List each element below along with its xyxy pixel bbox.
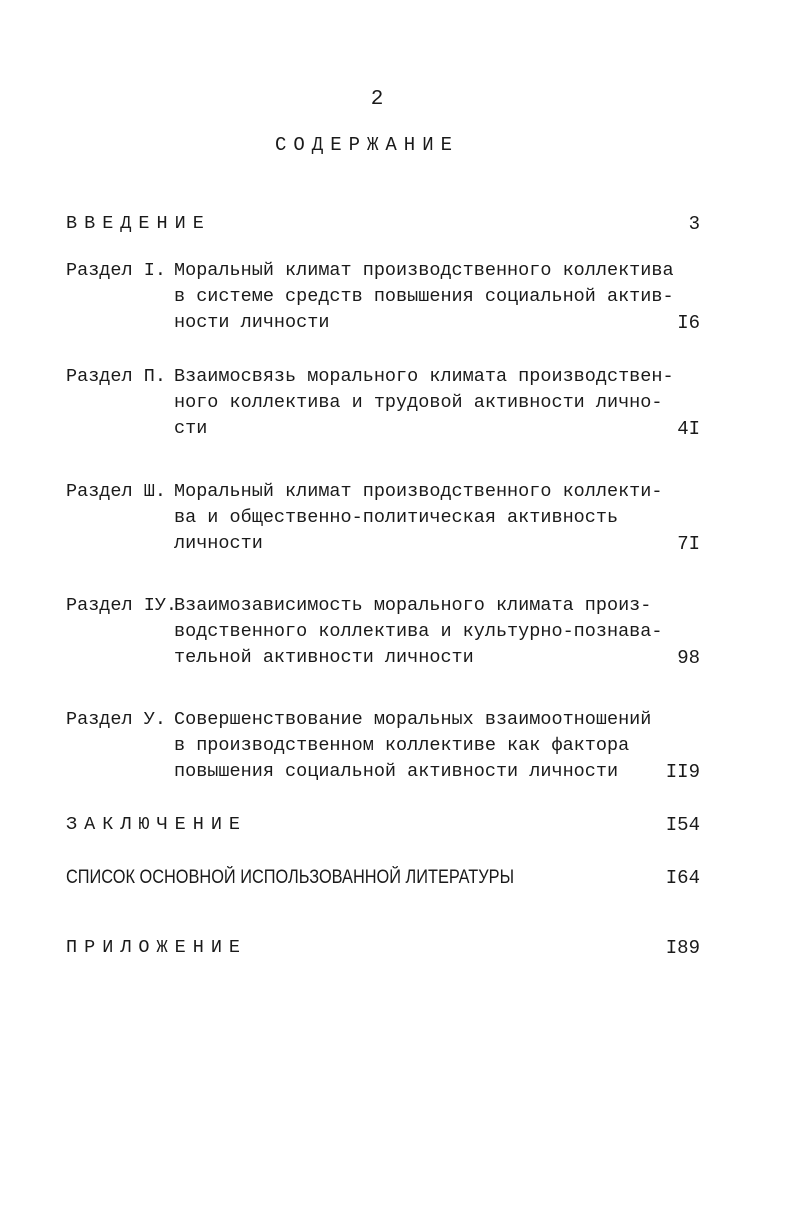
toc-entry-section-3 [66,479,700,559]
section-page: 98 [677,647,700,669]
section-title-line: Взаимосвязь морального климата производствен- [174,366,674,387]
toc-entry-section-4 [66,593,700,673]
conclusion-page: I54 [665,814,700,836]
references-page: I64 [665,867,700,889]
references-label: СПИСОК ОСНОВНОЙ ИСПОЛЬЗОВАННОЙ ЛИТЕРАТУРЫ [66,867,515,888]
section-title-line: ва и общественно-политическая активность [174,507,619,528]
section-page: 7I [677,533,700,555]
section-page: I6 [677,312,700,334]
section-title-line: Моральный климат производственного коллектива [174,260,674,281]
toc-entry-section-5 [66,707,700,787]
section-title-line: ного коллектива и трудовой активности лично- [174,392,663,413]
conclusion-label: ЗАКЛЮЧЕНИЕ [66,814,248,835]
section-label: Раздел Ш. [66,481,166,502]
section-title-line: ности личности [174,312,330,333]
section-label: Раздел П. [66,366,166,387]
toc-entry-references [66,865,700,891]
appendix-label: ПРИЛОЖЕНИЕ [66,937,248,958]
section-title-line: сти [174,418,208,439]
section-title-line: водственного коллектива и культурно-познава- [174,621,663,642]
toc-entry-conclusion [66,812,700,838]
toc-title: СОДЕРЖАНИЕ [274,134,460,156]
section-title-line: Моральный климат производственного коллекти- [174,481,663,502]
section-title-line: Взаимозависимость морального климата произ- [174,595,652,616]
section-title-line: тельной активности личности [174,647,474,668]
section-label: Раздел У. [66,709,166,730]
section-label: Раздел IУ. [66,595,178,616]
section-title-line: в производственном коллективе как фактора [174,735,630,756]
toc-entry-intro [66,211,700,237]
section-title-line: повышения социальной активности личности [174,761,619,782]
page-number: 2 [370,88,384,111]
intro-page: 3 [688,213,700,235]
toc-entry-section-2 [66,364,700,444]
toc-entry-section-1 [66,258,700,338]
toc-entry-appendix [66,935,700,961]
section-title-line: Совершенствование моральных взаимоотношений [174,709,652,730]
section-title-line: личности [174,533,263,554]
section-label: Раздел I. [66,260,166,281]
section-page: 4I [677,418,700,440]
section-title-line: в системе средств повышения социальной актив- [174,286,674,307]
appendix-page: I89 [665,937,700,959]
intro-label: ВВЕДЕНИЕ [66,213,211,234]
section-page: II9 [665,761,700,783]
